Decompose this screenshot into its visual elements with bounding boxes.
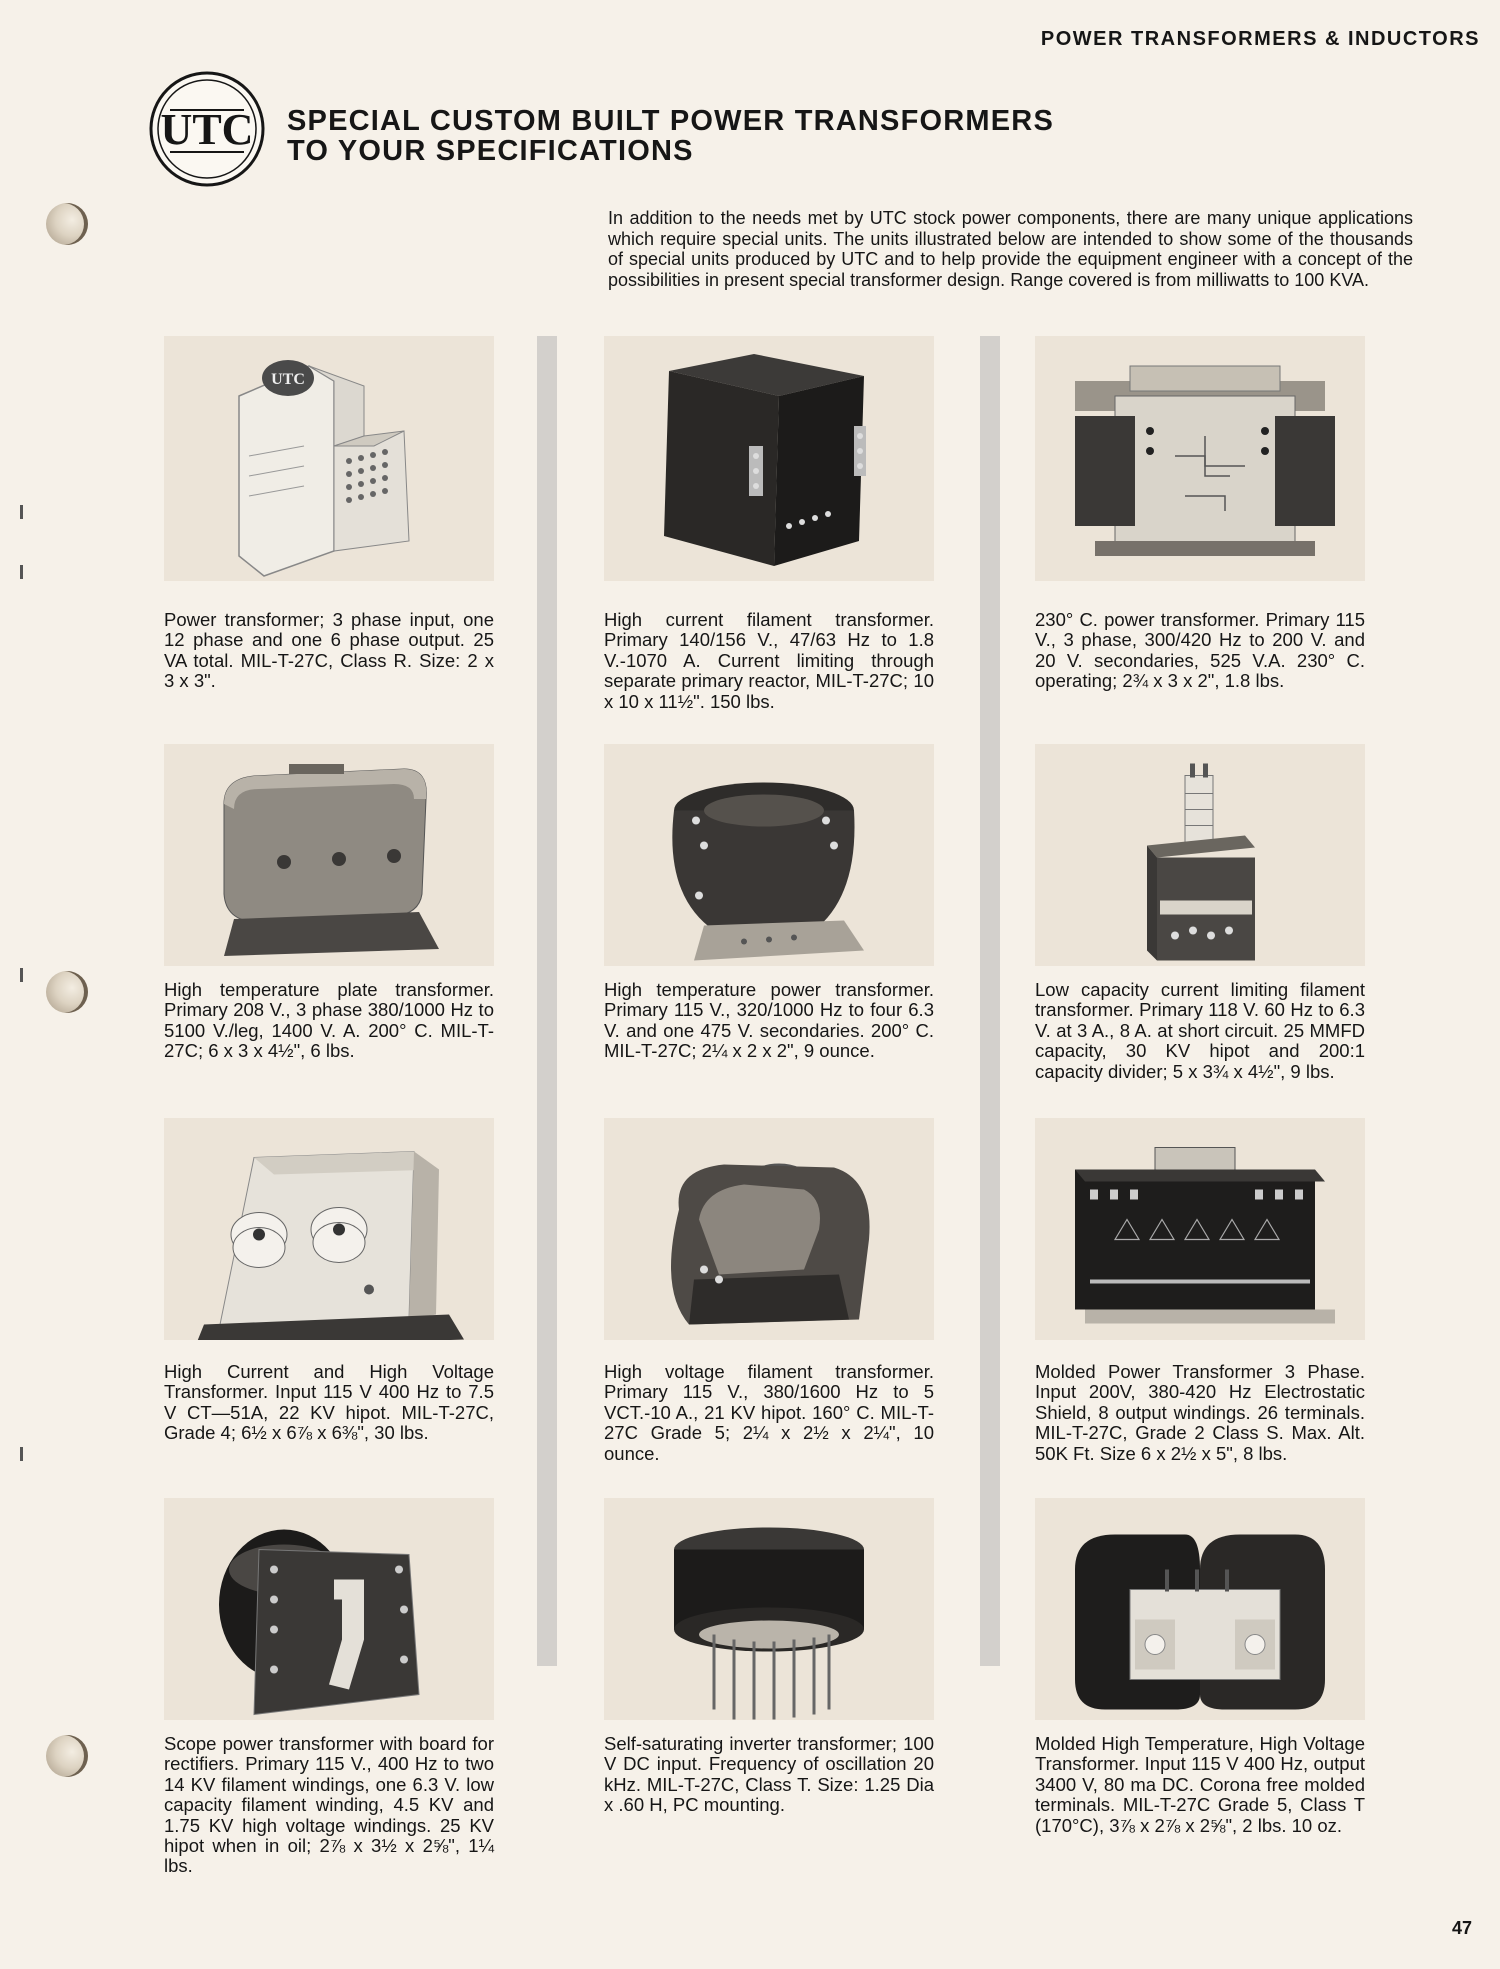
molded-hv-transformer-photo — [1035, 1498, 1365, 1720]
molded-power-transformer-photo — [1035, 1118, 1365, 1340]
product-caption: Self-saturating inverter transformer; 100 V DC input. Frequency of oscillation 20 kHz. MIL-T-27C, Class T. Size: 1.25 Dia x .60 H, PC mounting. — [604, 1733, 934, 1816]
high-voltage-box-transformer-photo — [164, 1118, 494, 1340]
product-caption: Power transformer; 3 phase input, one 12 phase and one 6 phase output. 25 VA total. MIL-T-27C, Class R. Size: 2 x 3 x 3". — [164, 609, 494, 692]
product-caption: High voltage filament transformer. Primary 115 V., 380/1600 Hz to 5 VCT.-10 A., 21 KV hipot. 160° C. MIL-T-27C Grade 5; 2¼ x 2½ x 2¼", 10 ounce. — [604, 1361, 934, 1464]
edge-mark — [20, 505, 23, 519]
edge-mark — [20, 968, 23, 982]
hv-filament-transformer-photo — [604, 1118, 934, 1340]
filament-transformer-photo — [604, 336, 934, 581]
binder-hole — [46, 1735, 88, 1777]
product-caption: Molded High Temperature, High Voltage Transformer. Input 115 V 400 Hz, output 3400 V, 80 ma DC. Corona free molded terminals. MIL-T-27C Grade 5, Class T (170°C), 3⅞ x 2⅞ x 2⅝", 2 lbs. 10 oz. — [1035, 1733, 1365, 1836]
logo-text: UTC — [160, 105, 254, 154]
title-line-1: SPECIAL CUSTOM BUILT POWER TRANSFORMERS — [287, 105, 1054, 137]
binder-hole — [46, 971, 88, 1013]
svg-text:UTC: UTC — [271, 371, 305, 388]
page-number: 47 — [1451, 1918, 1472, 1938]
scope-transformer-photo — [164, 1498, 494, 1720]
column-separator — [537, 336, 557, 1666]
bushing-transformer-photo — [1035, 744, 1365, 966]
page-title — [287, 106, 1054, 166]
section-header: POWER TRANSFORMERS & INDUCTORS — [1040, 28, 1480, 50]
plate-transformer-photo — [164, 744, 494, 966]
three-phase-transformer-photo — [164, 336, 494, 581]
title-line-2: TO YOUR SPECIFICATIONS — [287, 135, 694, 167]
product-caption: High temperature power transformer. Primary 115 V., 320/1000 Hz to four 6.3 V. and one 475 V. secondaries. 200° C. MIL-T-27C; 2¼ x 2 x 2", 9 ounce. — [604, 979, 934, 1062]
product-caption: 230° C. power transformer. Primary 115 V., 3 phase, 300/420 Hz to 200 V. and 20 V. secondaries, 525 V.A. 230° C. operating; 2¾ x 3 x 2", 1.8 lbs. — [1035, 609, 1365, 692]
product-caption: Molded Power Transformer 3 Phase. Input 200V, 380-420 Hz Electrostatic Shield, 8 output windings. 26 terminals. MIL-T-27C, Grade 2 Class S. Max. Alt. 50K Ft. Size 6 x 2½ x 5", 8 lbs. — [1035, 1361, 1365, 1464]
open-frame-transformer-photo — [1035, 336, 1365, 581]
edge-mark — [20, 565, 23, 579]
product-caption: Scope power transformer with board for rectifiers. Primary 115 V., 400 Hz to two 14 KV filament windings, one 6.3 V. low capacity filament winding, 4.5 KV and 1.75 KV high voltage windings. 25 KV hipot when in oil; 2⅞ x 3½ x 2⅝", 1¼ lbs. — [164, 1733, 494, 1877]
column-separator — [980, 336, 1000, 1666]
product-caption: High Current and High Voltage Transformer. Input 115 V 400 Hz to 7.5 V CT—51A, 22 KV hipot. MIL-T-27C, Grade 4; 6½ x 6⅞ x 6⅜", 30 lbs. — [164, 1361, 494, 1444]
binder-hole — [46, 203, 88, 245]
product-caption: Low capacity current limiting filament transformer. Primary 118 V. 60 Hz to 6.3 V. at 3 A., 8 A. at short circuit. 25 MMFD capacity, 30 KV hipot and 200:1 capacity divider; 5 x 3¾ x 4½", 9 lbs. — [1035, 979, 1365, 1082]
toroidal-transformer-photo — [604, 744, 934, 966]
product-caption: High temperature plate transformer. Primary 208 V., 3 phase 380/1000 Hz to 5100 V./leg, 1400 V. A. 200° C. MIL-T-27C; 6 x 3 x 4½", 6 lbs. — [164, 979, 494, 1062]
product-caption: High current filament transformer. Primary 140/156 V., 47/63 Hz to 1.8 V.-1070 A. Current limiting through separate primary reactor, MIL-T-27C; 10 x 10 x 11½". 150 lbs. — [604, 609, 934, 712]
intro-paragraph: In addition to the needs met by UTC stock power components, there are many unique applications which require special units. The units illustrated below are intended to show some of the thousands of special units produced by UTC and to help provide the equipment engineer with a concept of the possibilities in present special transformer design. Range covered is from milliwatts to 100 KVA. — [608, 208, 1413, 290]
utc-logo — [148, 70, 266, 188]
inverter-transformer-photo — [604, 1498, 934, 1720]
edge-mark — [20, 1447, 23, 1461]
